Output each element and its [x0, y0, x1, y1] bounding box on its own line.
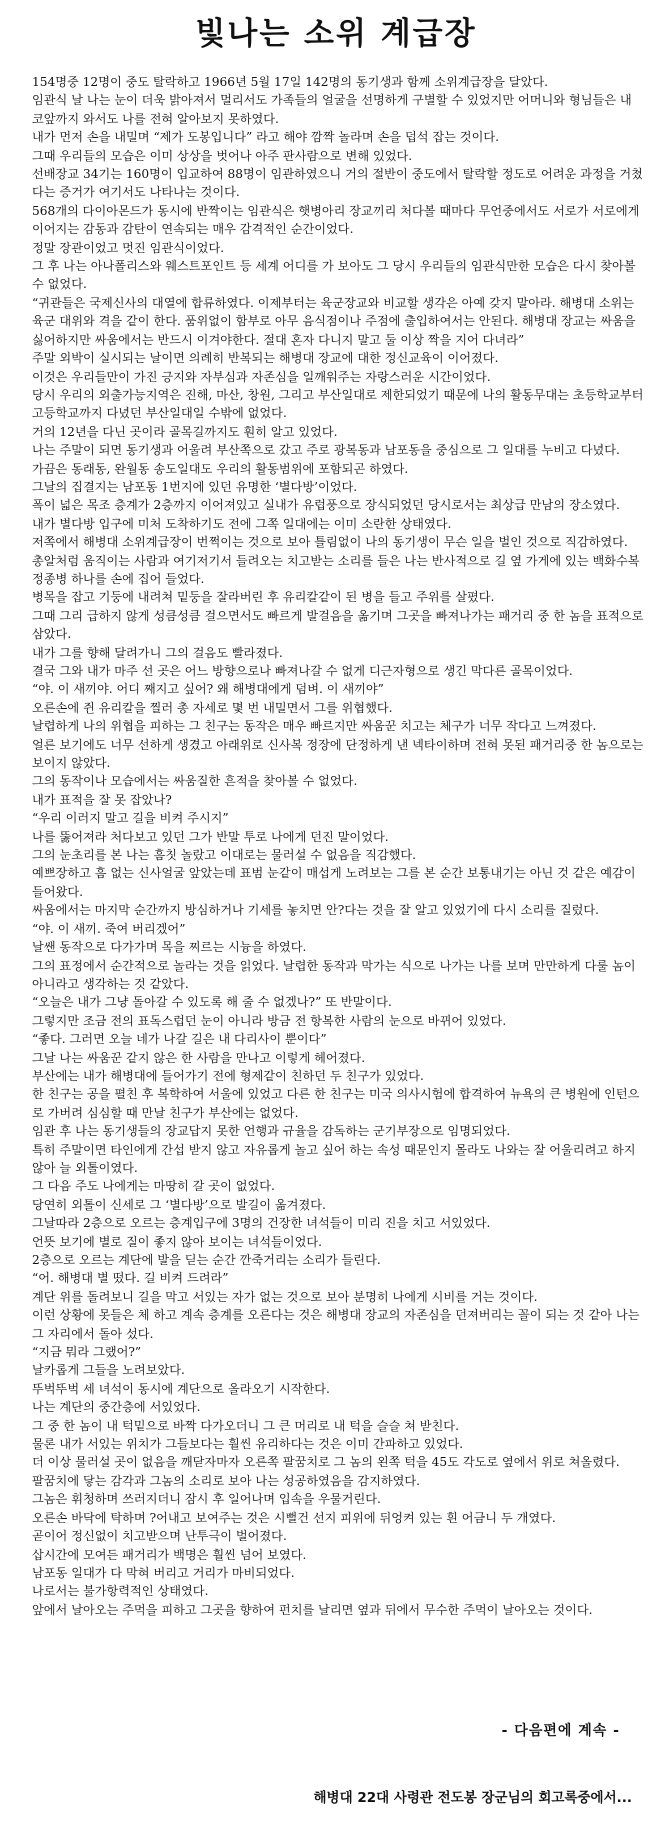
body-paragraph: “우리 이러지 말고 길을 비켜 주시지” — [32, 811, 229, 826]
body-paragraph: 내가 먼저 손을 내밀며 “제가 도봉입니다” 라고 해야 깜짝 놀라며 손을 덥석 잡는 것이다. — [32, 130, 499, 145]
body-paragraph: 568개의 다이아몬드가 동시에 반짝이는 임관식은 햇병아리 장교끼리 처다볼 때마다 무언중에서도 서로가 서로에게 이어지는 감동과 감탄이 연속되는 매우 감격적인 순간이었다. — [32, 203, 640, 237]
body-paragraph: “야. 이 새끼. 죽여 버리겠어” — [32, 921, 186, 936]
source-credit: 해병대 22대 사령관 전도봉 장군님의 회고록중에서... — [313, 1790, 632, 1806]
body-paragraph: 물론 내가 서있는 위치가 그들보다는 훨씬 유리하다는 것은 이미 간파하고 있었다. — [32, 1437, 464, 1452]
body-paragraph: 그때 우리들의 모습은 이미 상상을 벗어나 아주 판사람으로 변해 있었다. — [32, 148, 413, 163]
body-paragraph: “지금 뭐라 그랬어?” — [32, 1345, 142, 1360]
body-paragraph: 부산에는 내가 해병대에 들어가기 전에 형제같이 친하던 두 친구가 있었다. — [32, 1068, 424, 1083]
body-paragraph: 내가 표적을 잘 못 잡았나? — [32, 792, 172, 807]
body-paragraph: 날쌘 동작으로 다가가며 목을 찌르는 시늉을 하였다. — [32, 940, 307, 955]
body-paragraph: 총알처럼 움직이는 사람과 여기저기서 들려오는 치고받는 소리를 들은 나는 반사적으로 길 옆 가게에 있는 백화수복 정종병 하나를 손에 집어 들었다. — [32, 553, 640, 586]
body-paragraph: 그의 눈초리를 본 나는 흠칫 놀랐고 이대로는 물러설 수 없음을 직감했다. — [32, 848, 417, 863]
body-paragraph: 계단 위를 돌려보니 길을 막고 서있는 자가 없는 것으로 보아 분명히 나에게 시비를 거는 것이다. — [32, 1289, 538, 1304]
body-paragraph: 나로서는 불가항력적인 상태였다. — [32, 1584, 209, 1599]
body-paragraph: 나는 주말이 되면 동기생과 어울려 부산쪽으로 갔고 주로 광복동과 남포동을 중심으로 그 일대를 누비고 다녔다. — [32, 443, 620, 458]
body-paragraph: 얼른 보기에도 너무 선하게 생겼고 아래위로 신사복 정장에 단정하게 낸 넥타이하며 전혀 못된 패거리중 한 놈으로는 보이지 않았다. — [32, 737, 644, 771]
body-paragraph: 그날 나는 싸움꾼 같지 않은 한 사람을 만나고 이렇게 헤어졌다. — [32, 1050, 366, 1065]
body-paragraph: 그렇지만 조금 전의 표독스럽던 눈이 아니라 방금 전 항복한 사람의 눈으로 바뀌어 있었다. — [32, 1013, 507, 1028]
body-paragraph: 내가 별다방 입구에 미처 도착하기도 전에 그쪽 일대에는 이미 소란한 상태였다. — [32, 516, 452, 531]
body-paragraph: 그 중 한 놈이 내 턱밑으로 바짝 다가오더니 그 큰 머리로 내 턱을 슬슬 쳐 받친다. — [32, 1418, 459, 1433]
body-paragraph: “오늘은 내가 그냥 돌아갈 수 있도록 해 줄 수 없겠나?” 또 반말이다. — [32, 995, 392, 1010]
body-paragraph: 예쁘장하고 흠 없는 신사얼굴 앞았는데 표범 눈같이 매섭게 노려보는 그를 본 순간 보통내기는 아닌 것 같은 예감이 들어왔다. — [32, 866, 636, 899]
body-paragraph: 당연히 외톨이 신세로 그 ‘별다방’으로 발길이 옮겨졌다. — [32, 1197, 326, 1212]
body-paragraph: 이런 상황에 못들은 체 하고 계속 층계를 오른다는 것은 해병대 장교의 자존심을 던져버리는 꼴이 되는 것 같아 나는 그 자리에서 돌아 섰다. — [32, 1308, 640, 1341]
body-paragraph: 날렵하게 나의 위협을 피하는 그 친구는 동작은 매우 빠르지만 싸움꾼 치고는 체구가 너무 작다고 느껴졌다. — [32, 719, 597, 734]
body-paragraph: 주말 외박이 실시되는 날이면 의례히 반복되는 해병대 장교에 대한 정신교육이 이어졌다. — [32, 351, 499, 366]
body-paragraph: “야. 이 새끼야. 어디 째지고 싶어? 왜 해병대에게 덤벼. 이 새끼야” — [32, 682, 384, 697]
body-paragraph: “어. 해병대 별 떴다. 길 비켜 드려라” — [32, 1271, 229, 1286]
body-paragraph: 154명중 12명이 중도 탈락하고 1966년 5월 17일 142명의 동기생과 함께 소위계급장을 달았다. — [32, 75, 548, 89]
body-paragraph: 오른손에 쥔 유리칼을 찔러 총 자세로 몇 번 내밀면서 그를 위협했다. — [32, 700, 393, 715]
body-paragraph: 선배장교 34기는 160명이 입교하여 88명이 임관하였으니 거의 절반이 중도에서 탈락할 정도로 어려운 과정을 거쳤다는 증거가 여기서도 나타나는 것이다. — [32, 167, 643, 200]
body-paragraph: 이것은 우리들만이 가진 긍지와 자부심과 자존심을 일깨워주는 자랑스러운 시간이었다. — [32, 369, 491, 384]
body-paragraph: 그 후 나는 아나폴리스와 웨스트포인트 등 세계 어디를 가 보아도 그 당시 우리들의 임관식만한 모습은 다시 찾아볼 수 없었다. — [32, 259, 636, 292]
body-paragraph: 더 이상 물러설 곳이 없음을 깨닫자마자 오른쪽 팔꿈치로 그 놈의 왼쪽 턱을 45도 각도로 옆에서 위로 쳐올렸다. — [32, 1455, 620, 1470]
body-paragraph: 곧이어 정신없이 치고받으며 난투극이 벌어졌다. — [32, 1529, 287, 1544]
body-paragraph: 싸움에서는 마지막 순간까지 방심하거나 기세를 놓치면 안?다는 것을 잘 알고 있었기에 다시 소리를 질렀다. — [32, 903, 600, 918]
body-paragraph: “좋다. 그러면 오늘 네가 나갈 길은 내 다리사이 뿐이다” — [32, 1032, 327, 1047]
body-paragraph: 그 다음 주도 나에게는 마땅히 갈 곳이 없었다. — [32, 1179, 275, 1194]
body-paragraph: 한 친구는 공을 펼친 후 복학하여 서울에 있었고 다른 한 친구는 미국 의사시험에 합격하여 뉴욕의 큰 병원에 인턴으로 가버려 심심할 때 만날 친구가 부산에는 없었다. — [32, 1087, 640, 1120]
body-paragraph: 뚜벅뚜벅 세 녀석이 동시에 계단으로 올라오기 시작한다. — [32, 1381, 330, 1396]
body-paragraph: 그놈은 휘청하며 쓰러지더니 잠시 후 일어나며 입속을 우물거린다. — [32, 1492, 381, 1507]
body-paragraph: 임관 후 나는 동기생들의 장교답지 못한 언행과 규율을 감독하는 군기부장으로 임명되었다. — [32, 1124, 511, 1139]
body-paragraph: 그의 동작이나 모습에서는 싸움질한 흔적을 찾아볼 수 없었다. — [32, 774, 358, 789]
body-paragraph: 나는 계단의 중간층에 서있었다. — [32, 1400, 201, 1415]
body-paragraph: 폭이 넓은 목조 층계가 2층까지 이어져있고 실내가 유럽풍으로 장식되었던 당시로서는 최상급 만남의 장소였다. — [32, 498, 620, 513]
body-paragraph: 오른손 바닥에 탁하며 ?어내고 보여주는 것은 시뻘건 선지 피위에 뒤엉켜 있는 흰 어금니 두 개였다. — [32, 1510, 556, 1525]
body-paragraph: 나를 뚫어져라 처다보고 있던 그가 반말 투로 나에게 던진 말이었다. — [32, 829, 389, 844]
body-paragraph: 날카롭게 그들을 노려보았다. — [32, 1363, 185, 1378]
body-paragraph: 남포동 일대가 다 막혀 버리고 거리가 마비되었다. — [32, 1565, 295, 1580]
body-paragraph: 언뜻 보기에 별로 질이 좋지 않아 보이는 녀석들이었다. — [32, 1234, 323, 1249]
body-paragraph: 가끔은 동래동, 완월동 송도일대도 우리의 활동범위에 포함되곤 하였다. — [32, 461, 409, 476]
body-paragraph: 그의 표정에서 순간적으로 놀라는 것을 읽었다. 날렵한 동작과 막가는 식으로 나가는 나를 보며 만만하게 다룰 놈이 아니라고 생각하는 것 같았다. — [32, 958, 636, 991]
body-paragraph: 거의 12년을 다닌 곳이라 골목길까지도 훤히 알고 있었다. — [32, 424, 338, 439]
body-paragraph: 저쪽에서 해병대 소위계급장이 번쩍이는 것으로 보아 틀림없이 나의 동기생이 무슨 일을 벌인 것으로 직감하였다. — [32, 535, 628, 550]
body-paragraph: 내가 그를 향해 달려가니 그의 걸음도 빨라졌다. — [32, 645, 283, 660]
body-paragraph: 특히 주말이면 타인에게 간섭 받지 않고 자유롭게 놀고 싶어 하는 속성 때문인지 몰라도 나와는 잘 어울리려고 하지 않아 늘 외톨이였다. — [32, 1142, 636, 1175]
body-paragraph: 앞에서 날아오는 주먹을 피하고 그곳을 향하여 펀치를 날리면 옆과 뒤에서 무수한 주먹이 날아오는 것이다. — [32, 1602, 593, 1617]
article-body — [32, 73, 644, 1619]
body-paragraph: 정말 장관이었고 멋진 임관식이었다. — [32, 240, 225, 255]
body-paragraph: 병목을 잡고 기둥에 내려쳐 밑둥을 잘라버린 후 유리칼같이 된 병을 들고 주위를 살폈다. — [32, 590, 495, 605]
body-paragraph: 결국 그와 내가 마주 선 곳은 어느 방향으로나 빠져나갈 수 없게 디근자형으로 생긴 막다른 골목이었다. — [32, 664, 573, 678]
body-paragraph: 당시 우리의 외출가능지역은 진해, 마산, 창원, 그리고 부산일대로 제한되었기 때문에 나의 활동무대는 초등학교부터 고등학교까지 다녔던 부산일대일 수밖에 없었다. — [32, 387, 644, 421]
body-paragraph: “귀관들은 국제신사의 대열에 합류하였다. 이제부터는 육군장교와 비교할 생각은 아예 갖지 말아라. 해병대 소위는 육군 대위와 격을 같이 한다. 품위없이 함부로 아무 음식점이나 주점에 출입하여서는 안된다. 해병대 장교는 싸움을 싫어하지만 싸움에서는 반드시 이겨야한다. 절대 혼자 다니지 말고 둘 이상 짝을 지어 다녀라” — [32, 295, 636, 347]
body-paragraph: 임관식 날 나는 눈이 더욱 밝아져서 멀리서도 가족들의 얼굴을 선명하게 구별할 수 있었지만 어머니와 형님들은 내 코앞까지 와서도 나를 전혀 알아보지 못하였다. — [32, 93, 632, 126]
body-paragraph: 그날따라 2층으로 오르는 층계입구에 3명의 건장한 녀석들이 미리 진을 치고 서있었다. — [32, 1216, 491, 1231]
body-paragraph: 2층으로 오르는 계단에 발을 딛는 순간 깐죽거리는 소리가 들린다. — [32, 1253, 381, 1267]
body-paragraph: 그날의 집결지는 남포동 1번지에 있던 유명한 ‘별다방’이었다. — [32, 479, 358, 494]
article-title: 빛나는 소위 계급장 — [195, 16, 477, 52]
continued-note: - 다음편에 계속 - — [501, 1723, 620, 1739]
body-paragraph: 그때 그리 급하지 않게 성큼성큼 걸으면서도 빠르게 발걸음을 옮기며 그곳을 빠져나가는 패거리 중 한 놈을 표적으로 삼았다. — [32, 608, 644, 642]
body-paragraph: 삽시간에 모여든 패거리가 백명은 훨씬 넘어 보였다. — [32, 1547, 307, 1562]
body-paragraph: 팔꿈치에 닿는 감각과 그놈의 소리로 보아 나는 성공하였음을 감지하였다. — [32, 1473, 421, 1488]
